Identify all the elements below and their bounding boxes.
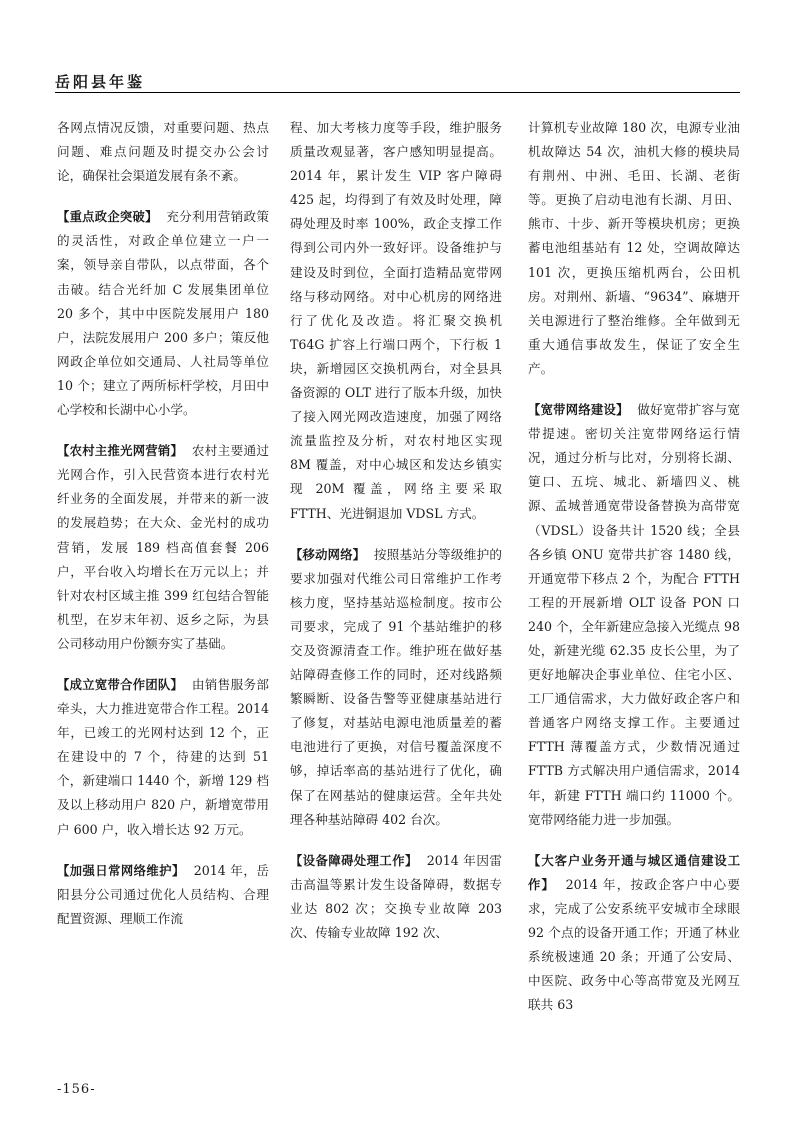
paragraph [528, 398, 740, 832]
page-number: -156- [57, 1082, 96, 1097]
text-column-1 [57, 116, 269, 948]
paragraph-text: 按照基站分等级维护的要求加强对代维公司日常维护工作考核力度，坚持基站巡检制度。按市公司要求，完成了 91 个基站维护的移交及资源清查工作。维护班在做好基站障碍查修工作的同时，还对线路频繁瞬断、设备告警等亚健康基站进行了修复，对基站电源电池质量差的蓄电池进行了更换，对信号覆盖深度不够，掉话率高的基站进行了优化，确保了在网基站的健康运营。全年共处理各种基站障碍 402 台次。 [290, 546, 502, 827]
paragraph [57, 859, 269, 931]
section-heading: 【农村主推光网营销】 [57, 444, 184, 459]
paragraph-text: 2014 年因雷击高温等累计发生设备障碍，数据专业达 802 次；交换专业故障 203 次、传输专业故障 192 次、 [290, 852, 502, 940]
paragraph [528, 116, 740, 381]
text-column-2 [290, 116, 502, 962]
paragraph [290, 543, 502, 832]
header-rule [55, 92, 740, 93]
paragraph-text: 做好宽带扩容与宽带提速。密切关注宽带网络运行情况，通过分析与比对，分别将长湖、筻口、五垸、城北、新墙四义、桃源、孟城普通宽带设备替换为高带宽（VDSL）设备共计 1520 线；全县各乡镇 ONU 宽带共扩容 1480 线，开通宽带下移点 2 个，为配合 FTTH 工程的开展新增 OLT 设备 PON 口 240 个，全年新建应急接入光缆点 98 处，新建光缆 62.35 皮长公里，为了更好地解决企事业单位、住宅小区、工厂通信需求，大力做好政企客户和普通客户网络支撑工作。主要通过 FTTH 薄覆盖方式，少数情况通过 FTTB 方式解决用户通信需求，2014 年，新建 FTTH 端口约 11000 个。宽带网络能力进一步加强。 [528, 402, 740, 827]
paragraph-text: 计算机专业故障 180 次，电源专业油机故障达 54 次，油机大修的模块局有荆州、中洲、毛田、长湖、老街等。更换了启动电池有长湖、月田、熊市、十步、新开等模块机房；更换蓄电池组基站有 12 处，空调故障达 101 次，更换压缩机两台，公田机房。对荆州、新墙、“9634”、麻塘开关电源进行了整治维修。全年做到无重大通信事故发生，保证了安全生产。 [528, 120, 740, 376]
paragraph [57, 439, 269, 656]
running-header-title: 岳阳县年鉴 [55, 73, 146, 91]
paragraph-text: 各网点情况反馈，对重要问题、热点问题、难点问题及时提交办公会讨论，确保社会渠道发展有条不紊。 [57, 120, 269, 184]
section-heading: 【大客户业务开通与城区通信建设工作】 [528, 853, 740, 892]
paragraph [57, 205, 269, 422]
section-heading: 【加强日常网络维护】 [57, 863, 185, 878]
section-heading: 【宽带网络建设】 [528, 403, 629, 418]
section-heading: 【移动网络】 [290, 547, 366, 562]
paragraph [290, 849, 502, 945]
paragraph-text: 由销售服务部牵头，大力推进宽带合作工程。2014 年，已竣工的光网村达到 12 个，正在建设中的 7 个，待建的达到 51 个，新建端口 1440 个，新增 129 档及以上移动用户 820 户，新增宽带用户 600 户，收入增长达 92 万元。 [57, 676, 269, 837]
text-column-3 [528, 116, 740, 1034]
paragraph-text: 农村主要通过光网合作，引入民营资本进行农村光纤业务的全面发展，并带来的新一波的发展趋势；在大众、金光村的成功营销，发展 189 档高值套餐 206 户，平台收入均增长在万元以上；并针对农村区域主推 399 红包结合智能机型，在岁末年初、返乡之际，为县公司移动用户份额夯实了基础。 [57, 443, 269, 651]
section-heading: 【设备障碍处理工作】 [290, 853, 418, 868]
section-heading: 【成立宽带合作团队】 [57, 677, 184, 692]
paragraph [57, 673, 269, 842]
paragraph-text: 2014 年，岳阳县分公司通过优化人员结构、合理配置资源、理顺工作流 [57, 862, 269, 926]
paragraph-text: 充分利用营销政策的灵活性，对政企单位建立一户一案，领导亲自带队，以点带面，各个击破。结合光纤加 C 发展集团单位 20 多个，其中中医院发展用户 180 户，法院发展用户 200 多户；策反他网政企单位如交通局、人社局等单位 10 个；建立了两所标杆学校，月田中心学校和长湖中心小学。 [57, 209, 269, 418]
paragraph [528, 849, 740, 1018]
paragraph [57, 116, 269, 188]
paragraph-text: 程、加大考核力度等手段，维护服务质量改观显著，客户感知明显提高。2014 年，累计发生 VIP 客户障碍 425 起，均得到了有效及时处理，障碍处理及时率 100%，政企支撑工作得到公司内外一致好评。设备维护与建设及时到位，全面打造精品宽带网络与移动网络。对中心机房的网络进行了优化及改造。将汇聚交换机 T64G 扩容上行端口两个，下行板 1 块，新增园区交换机两台，对全县具备资源的 OLT 进行了版本升级，加快了接入网光网改造速度，加强了网络流量监控及分析，对农村地区实现 8M 覆盖，对中心城区和发达乡镇实现 20M 覆盖，网络主要采取 FTTH、光进铜退加 VDSL 方式。 [290, 120, 502, 521]
paragraph-text: 2014 年，按政企客户中心要求，完成了公安系统平安城市全球眼 92 个点的设备开通工作；开通了林业系统极速通 20 条；开通了公安局、中医院、政务中心等高带宽及光网互联共 63 [528, 876, 740, 1013]
paragraph [290, 116, 502, 526]
section-heading: 【重点政企突破】 [57, 210, 158, 225]
